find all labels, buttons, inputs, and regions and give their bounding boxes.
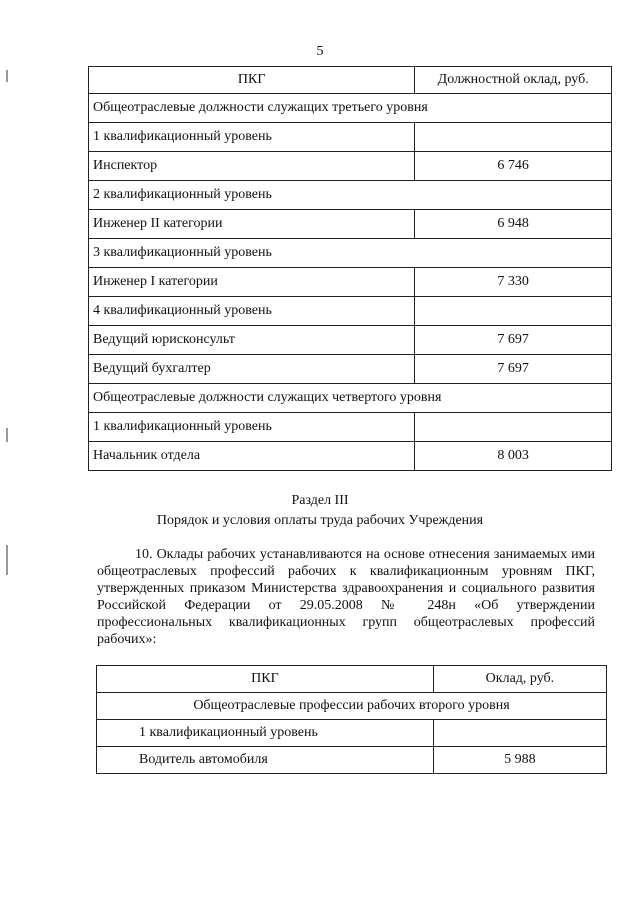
table-row <box>89 152 612 181</box>
column-header-pkg: ПКГ <box>89 67 415 94</box>
position-cell: Водитель автомобиля <box>97 747 434 774</box>
level-cell: 1 квалификационный уровень <box>97 720 434 747</box>
salary-cell: 7 330 <box>415 268 612 297</box>
salary-table-workers <box>96 665 607 774</box>
table-row <box>97 693 607 720</box>
table-header-row <box>97 666 607 693</box>
scan-mark <box>6 428 8 442</box>
position-cell: Инспектор <box>89 152 415 181</box>
level-cell: 1 квалификационный уровень <box>89 123 415 152</box>
salary-cell <box>433 720 606 747</box>
salary-cell: 7 697 <box>415 326 612 355</box>
salary-table-employees <box>88 66 612 471</box>
salary-cell <box>415 413 612 442</box>
position-cell: Инженер I категории <box>89 268 415 297</box>
group-heading-cell: Общеотраслевые должности служащих четвертого уровня <box>89 384 612 413</box>
position-cell: Ведущий бухгалтер <box>89 355 415 384</box>
column-header-salary: Оклад, руб. <box>433 666 606 693</box>
group-heading-cell: Общеотраслевые должности служащих третьего уровня <box>89 94 612 123</box>
section-title: Раздел III <box>291 493 349 508</box>
table-row <box>89 297 612 326</box>
table-row <box>89 181 612 210</box>
group-heading-cell: 2 квалификационный уровень <box>89 181 612 210</box>
table-row <box>97 747 607 774</box>
salary-cell <box>415 123 612 152</box>
table-row <box>89 239 612 268</box>
paragraph-10 <box>97 546 595 648</box>
salary-cell: 5 988 <box>433 747 606 774</box>
table-row <box>89 384 612 413</box>
table-row <box>97 720 607 747</box>
page-number: 5 <box>316 44 324 59</box>
table-row <box>89 210 612 239</box>
table-header-row <box>89 67 612 94</box>
column-header-pkg: ПКГ <box>97 666 434 693</box>
group-heading-cell: 3 квалификационный уровень <box>89 239 612 268</box>
table-row <box>89 442 612 471</box>
group-heading-cell: Общеотраслевые профессии рабочих второго уровня <box>97 693 607 720</box>
salary-cell: 6 948 <box>415 210 612 239</box>
paragraph-10-text: 10. Оклады рабочих устанавливаются на основе отнесения занимаемых ими общеотраслевых профессий рабочих к квалификационным уровням ПКГ, утвержденных приказом Министерства здравоохранения и социального развития Российской Федерации от 29.05.2008 № 248н «Об утверждении профессиональных квалификационных групп общеотраслевых профессий рабочих»: <box>97 547 595 647</box>
position-cell: Инженер II категории <box>89 210 415 239</box>
table-row <box>89 94 612 123</box>
salary-cell: 8 003 <box>415 442 612 471</box>
scan-mark <box>6 545 8 575</box>
salary-cell <box>415 297 612 326</box>
scan-mark <box>6 70 8 82</box>
salary-cell: 7 697 <box>415 355 612 384</box>
table-row <box>89 268 612 297</box>
salary-cell: 6 746 <box>415 152 612 181</box>
position-cell: Ведущий юрисконсульт <box>89 326 415 355</box>
level-cell: 1 квалификационный уровень <box>89 413 415 442</box>
table-row <box>89 123 612 152</box>
table-row <box>89 413 612 442</box>
table-row <box>89 355 612 384</box>
table-row <box>89 326 612 355</box>
position-cell: Начальник отдела <box>89 442 415 471</box>
column-header-salary: Должностной оклад, руб. <box>415 67 612 94</box>
section-subtitle: Порядок и условия оплаты труда рабочих Учреждения <box>156 513 484 528</box>
level-cell: 4 квалификационный уровень <box>89 297 415 326</box>
